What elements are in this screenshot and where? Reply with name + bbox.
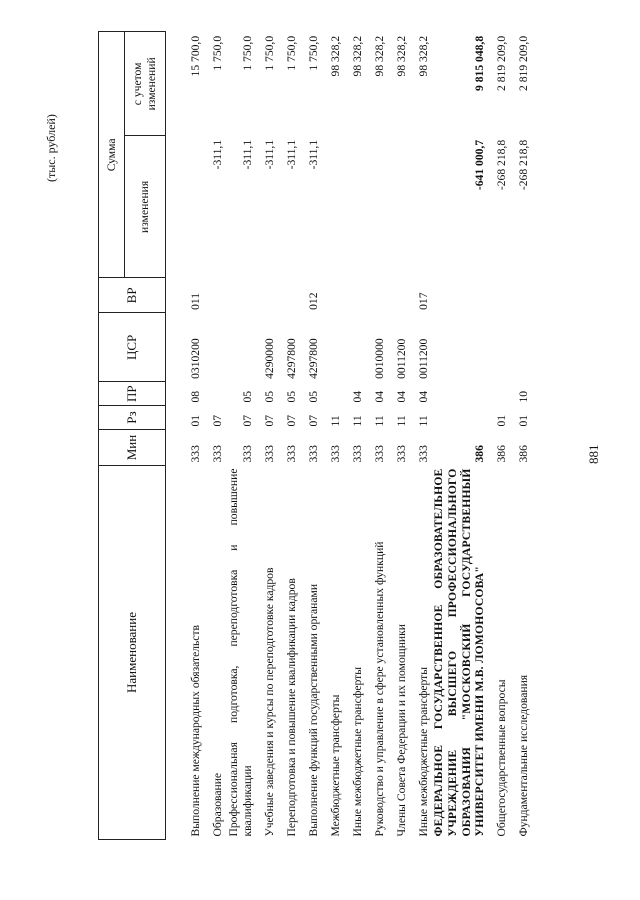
cell-vr: 011 xyxy=(189,292,203,310)
cell-name: Переподготовка и повышение квалификации кадров xyxy=(284,578,298,837)
cell-pr: 04 xyxy=(372,390,386,403)
cell-name: ФЕДЕРАЛЬНОЕ ГОСУДАРСТВЕННОЕ ОБРАЗОВАТЕЛЬНОЕ УЧРЕЖДЕНИЕ ВЫСШЕГО ПРОФЕССИОНАЛЬНОГО ОБРАЗОВАНИЯ "МОСКОВСКИЙ ГОСУДАРСТВЕННЫЙ УНИВЕРСИТЕТ ИМЕНИ М.В. ЛОМОНОСОВА" xyxy=(432,468,487,837)
cell-changes: -268 218,8 xyxy=(517,139,531,191)
cell-name: Профессиональная подготовка, переподготовка и повышение квалификации xyxy=(227,468,254,837)
cell-rz: 01 xyxy=(495,414,509,427)
table-row xyxy=(431,32,488,840)
cell-name: Учебные заведения и курсы по переподготовке кадров xyxy=(262,567,276,837)
cell-min: 333 xyxy=(372,445,386,463)
header-pr: ПР xyxy=(99,382,166,406)
cell-min: 386 xyxy=(495,445,509,463)
table-row xyxy=(182,32,204,840)
cell-csr xyxy=(226,313,255,382)
cell-min: 333 xyxy=(394,445,408,463)
cell-changes: -641 000,7 xyxy=(473,139,487,191)
cell-vr xyxy=(343,278,365,313)
cell-vr xyxy=(365,278,387,313)
header-min: Мин xyxy=(99,430,166,466)
cell-csr: 0011200 xyxy=(416,338,430,379)
cell-name: Члены Совета Федерации и их помощники xyxy=(394,624,408,837)
cell-total: 98 328,2 xyxy=(328,35,342,77)
cell-pr: 04 xyxy=(350,390,364,403)
table-row xyxy=(299,32,321,840)
header-changes: изменения xyxy=(124,136,165,278)
cell-total: 15 700,0 xyxy=(189,35,203,77)
cell-total: 2 819 209,0 xyxy=(495,35,509,91)
cell-vr xyxy=(277,278,299,313)
cell-min: 333 xyxy=(211,445,225,463)
table-row xyxy=(204,32,226,840)
cell-vr xyxy=(204,278,226,313)
cell-changes: -311,1 xyxy=(211,139,225,170)
header-rz: Рз xyxy=(99,406,166,430)
cell-name: Межбюджетные трансферты xyxy=(328,694,342,837)
cell-min: 333 xyxy=(416,445,430,463)
cell-changes xyxy=(343,136,365,278)
cell-csr: 0010000 xyxy=(372,338,386,379)
cell-pr: 04 xyxy=(416,390,430,403)
cell-pr xyxy=(204,382,226,406)
cell-changes xyxy=(182,136,204,278)
cell-total: 98 328,2 xyxy=(372,35,386,77)
cell-pr: 05 xyxy=(262,390,276,403)
cell-rz: 01 xyxy=(517,414,531,427)
cell-rz: 07 xyxy=(306,414,320,427)
cell-total: 98 328,2 xyxy=(350,35,364,77)
cell-pr: 08 xyxy=(189,390,203,403)
table-row xyxy=(321,32,343,840)
page-number: 881 xyxy=(586,444,601,464)
table-row xyxy=(343,32,365,840)
cell-name: Выполнение международных обязательств xyxy=(189,625,203,837)
cell-vr xyxy=(488,278,510,313)
cell-pr xyxy=(321,382,343,406)
budget-table xyxy=(98,31,532,840)
cell-csr xyxy=(488,313,510,382)
cell-min: 333 xyxy=(350,445,364,463)
cell-changes: -311,1 xyxy=(240,139,254,170)
cell-name: Фундаментальные исследования xyxy=(517,674,531,837)
table-row xyxy=(409,32,431,840)
header-name: Наименование xyxy=(99,466,166,840)
cell-min: 386 xyxy=(517,445,531,463)
cell-vr xyxy=(431,278,488,313)
cell-name: Иные межбюджетные трансферты xyxy=(416,666,430,837)
cell-total: 98 328,2 xyxy=(416,35,430,77)
cell-rz: 11 xyxy=(372,415,386,427)
cell-min: 333 xyxy=(284,445,298,463)
cell-name: Образование xyxy=(211,772,225,837)
cell-csr: 4290000 xyxy=(262,338,276,379)
cell-min: 333 xyxy=(240,445,254,463)
cell-name: Руководство и управление в сфере установленных функций xyxy=(372,541,386,837)
cell-min: 333 xyxy=(189,445,203,463)
cell-pr xyxy=(488,382,510,406)
cell-csr xyxy=(431,313,488,382)
cell-changes xyxy=(409,136,431,278)
cell-total: 1 750,0 xyxy=(211,35,225,71)
cell-min: 333 xyxy=(328,445,342,463)
cell-changes: -311,1 xyxy=(306,139,320,170)
cell-vr xyxy=(510,278,532,313)
cell-changes xyxy=(365,136,387,278)
cell-rz: 07 xyxy=(262,414,276,427)
cell-total: 1 750,0 xyxy=(262,35,276,71)
cell-changes xyxy=(387,136,409,278)
cell-total: 2 819 209,0 xyxy=(517,35,531,91)
cell-name: Иные межбюджетные трансферты xyxy=(350,666,364,837)
cell-csr: 0310200 xyxy=(189,338,203,379)
table-row xyxy=(510,32,532,840)
cell-changes: -311,1 xyxy=(284,139,298,170)
header-vr: ВР xyxy=(99,278,166,313)
cell-rz: 01 xyxy=(189,414,203,427)
cell-changes: -268 218,8 xyxy=(495,139,509,191)
cell-csr xyxy=(321,313,343,382)
cell-vr xyxy=(226,278,255,313)
cell-pr: 05 xyxy=(284,390,298,403)
cell-rz: 11 xyxy=(328,415,342,427)
cell-rz: 07 xyxy=(240,414,254,427)
cell-min: 333 xyxy=(262,445,276,463)
cell-total: 9 815 048,8 xyxy=(473,35,487,91)
cell-min: 386 xyxy=(473,445,487,463)
cell-vr: 017 xyxy=(416,292,430,310)
units-label: (тыс. рублей) xyxy=(44,114,58,182)
cell-csr xyxy=(510,313,532,382)
table-body xyxy=(182,32,532,840)
cell-total: 1 750,0 xyxy=(284,35,298,71)
cell-pr: 05 xyxy=(240,390,254,403)
cell-total: 1 750,0 xyxy=(306,35,320,71)
cell-pr: 04 xyxy=(394,390,408,403)
cell-rz xyxy=(431,406,488,430)
cell-vr xyxy=(255,278,277,313)
cell-total: 1 750,0 xyxy=(240,35,254,71)
cell-csr: 0011200 xyxy=(394,338,408,379)
cell-name: Общегосударственные вопросы xyxy=(495,679,509,837)
table-row xyxy=(226,32,255,840)
cell-vr xyxy=(387,278,409,313)
header-csr: ЦСР xyxy=(99,313,166,382)
cell-total: 98 328,2 xyxy=(394,35,408,77)
cell-rz: 11 xyxy=(350,415,364,427)
table-row xyxy=(365,32,387,840)
header-with-changes: с учетом изменений xyxy=(124,32,165,136)
cell-rz: 07 xyxy=(284,414,298,427)
table-row xyxy=(277,32,299,840)
cell-csr xyxy=(204,313,226,382)
cell-pr: 10 xyxy=(517,390,531,403)
cell-csr: 4297800 xyxy=(284,338,298,379)
table-row xyxy=(387,32,409,840)
cell-rz: 07 xyxy=(211,414,225,427)
cell-pr: 05 xyxy=(306,390,320,403)
cell-name: Выполнение функций государственными органами xyxy=(306,583,320,837)
cell-pr xyxy=(431,382,488,406)
table-row xyxy=(488,32,510,840)
header-sum: Сумма xyxy=(99,32,125,278)
cell-changes: -311,1 xyxy=(262,139,276,170)
cell-csr: 4297800 xyxy=(306,338,320,379)
cell-vr xyxy=(321,278,343,313)
cell-changes xyxy=(321,136,343,278)
cell-vr: 012 xyxy=(306,292,320,310)
cell-rz: 11 xyxy=(416,415,430,427)
cell-min: 333 xyxy=(306,445,320,463)
table-row xyxy=(255,32,277,840)
cell-rz: 11 xyxy=(394,415,408,427)
cell-csr xyxy=(343,313,365,382)
